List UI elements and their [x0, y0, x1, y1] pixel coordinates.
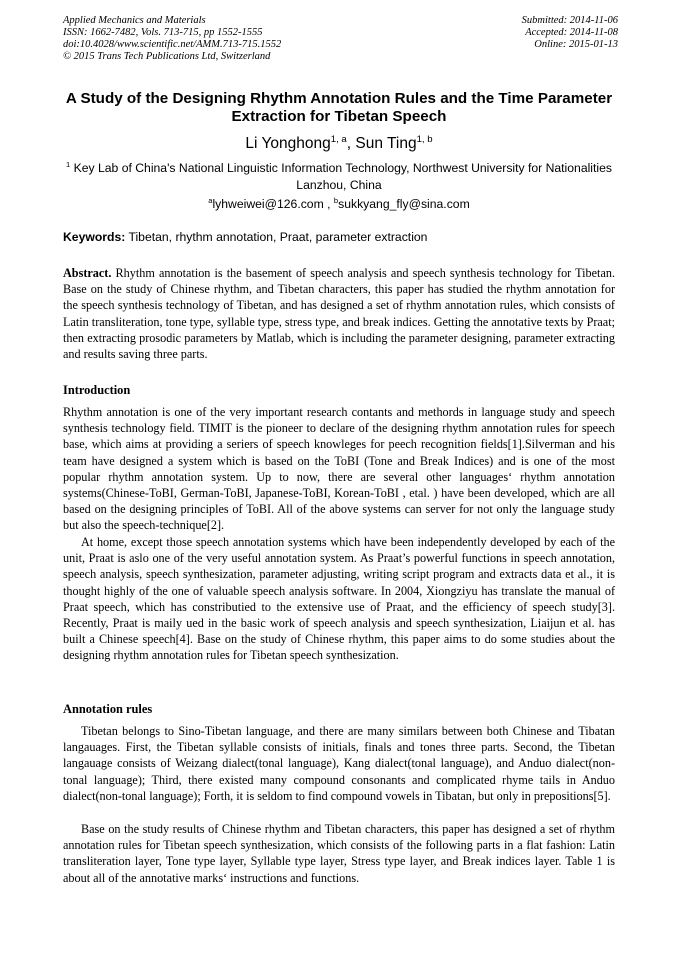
email-a-sup: a	[208, 196, 213, 205]
keywords	[63, 229, 618, 245]
annotation-rules-paragraph-2: Base on the study results of Chinese rhythm and Tibetan characters, this paper has designed a set of rhythm annotation rules for Tibetan speech synthesization, which consists of the following parts in a flat fashion: Latin transliteration layer, Tone type layer, Syllable type layer, Stress type layer, and Break indices layer. Table 1 is about all of the annotative marks‘ instructions and functions.	[63, 822, 615, 885]
issn-line: ISSN: 1662-7482, Vols. 713-715, pp 1552-1555	[63, 27, 263, 38]
affiliation-text: Key Lab of China's National Linguistic Information Technology, Northwest University for Nationalities Lanzhou, China	[70, 161, 612, 192]
author-2-name: Sun Ting	[355, 135, 417, 153]
introduction-paragraph-2: At home, except those speech annotation systems which have been independently developed by each of the unit, Praat is aslo one of the very useful annotation system. As Praat’s powerful functions in speech annotation, speech analysis, speech synthesization, parameter adjusting, writing script program and extracts data et al., it is thought highly of the one of valuable speech analysis software. In 2004, Xiongziyu has translate the manual of Praat speech, which has constributied to the extensive use of Praat, and the efficiency of speech study[3]. Recently, Praat is maily ued in the basic work of speech analysis and speech synthesization, Liaijun et al. has built a Chinese speech[4]. Base on the study of Chinese rhythm, this paper aims to do some studies about the designing rhythm annotation rules for Tibetan speech synthesization.	[63, 535, 615, 663]
annotation-rules-paragraph-1: Tibetan belongs to Sino-Tibetan language, and there are many similars between both Chinese and Tibatan langauages. First, the Tibetan syllable consists of initials, finals and tones three parts. Second, the Tibetan langauage consists of Weizang dialect(tonal language), Kang dialect(tonal language), and Anduo dialect(non-tonal language); Third, there existed many compound consonants and complicated rhyme tails in Anduo dialect(non-tonal language); Forth, it is seldom to find compound vowels in Tibatan, but only in prepositions[5].	[63, 724, 615, 803]
introduction-paragraph-1: Rhythm annotation is one of the very important research contants and methords in language study and speech synthesis technology field. TIMIT is the pioneer to declare of the designing rhythm annotation rules for speech base, which aims at providing a seriers of speech knowleges for peech recognition fields[1].Silverman and his team have designed a system which is based on the ToBI (Tone and Break Indices) and is one of the most popular rhythm annotation system. Up to now, there are several other languages‘ rhythm annotation systems(Chinese-ToBI, German-ToBI, Japanese-ToBI, Korean-ToBI , etal. ) have been developed, which are all based on the designing principles of ToBI. All of the above systems can server for not only the language study but also the speech-technique[2].	[63, 405, 615, 533]
author-1-sup: 1, a	[330, 134, 347, 145]
paper-title: A Study of the Designing Rhythm Annotation Rules and the Time Parameter Extraction for Tibetan Speech	[65, 90, 613, 125]
copyright-line: © 2015 Trans Tech Publications Ltd, Switzerland	[63, 51, 271, 62]
abstract-label: Abstract.	[63, 266, 112, 280]
journal-header-left	[63, 15, 281, 63]
journal-name: Applied Mechanics and Materials	[63, 15, 206, 26]
author-1-name: Li Yonghong	[245, 135, 331, 153]
annotation-rules-heading: Annotation rules	[63, 702, 153, 716]
abstract-paragraph	[63, 265, 615, 362]
affiliation	[60, 157, 618, 193]
keywords-label: Keywords:	[63, 230, 126, 244]
affiliation-sup: 1	[66, 160, 71, 169]
accepted-date: Accepted: 2014-11-08	[525, 27, 618, 38]
online-date: Online: 2015-01-13	[534, 39, 618, 50]
email-b-sup: b	[333, 196, 339, 205]
email-line	[40, 193, 638, 212]
submitted-date: Submitted: 2014-11-06	[521, 15, 618, 26]
doi-line: doi:10.4028/www.scientific.net/AMM.713-715.1552	[63, 39, 282, 50]
author-2-sup: 1, b	[416, 134, 433, 145]
keywords-text: Tibetan, rhythm annotation, Praat, parameter extraction	[125, 230, 428, 244]
email-b: sukkyang_fly@sina.com	[338, 197, 470, 212]
author-line	[40, 130, 638, 154]
email-a: lyhweiwei@126.com	[212, 197, 324, 212]
introduction-heading: Introduction	[63, 383, 131, 397]
abstract-text: Rhythm annotation is the basement of speech analysis and speech synthesis technology for Tibetan. Base on the study of Chinese rhythm, and Tibetan characters, this paper has studied the rhythm annotation for the speech synthesis technology of Tibetan, and has designed a set of rhythm annotation rules, which consists of Latin transliteration, tone type, syllable type, stress type, and break indices. Getting the annotative texts by Praat; then extracting prosodic parameters by Matlab, which is including the parameter designing, parameter extracting and results saving three parts.	[63, 266, 615, 362]
journal-header-right	[522, 15, 618, 51]
author-separator: ,	[346, 135, 356, 153]
email-separator: ,	[323, 197, 334, 212]
